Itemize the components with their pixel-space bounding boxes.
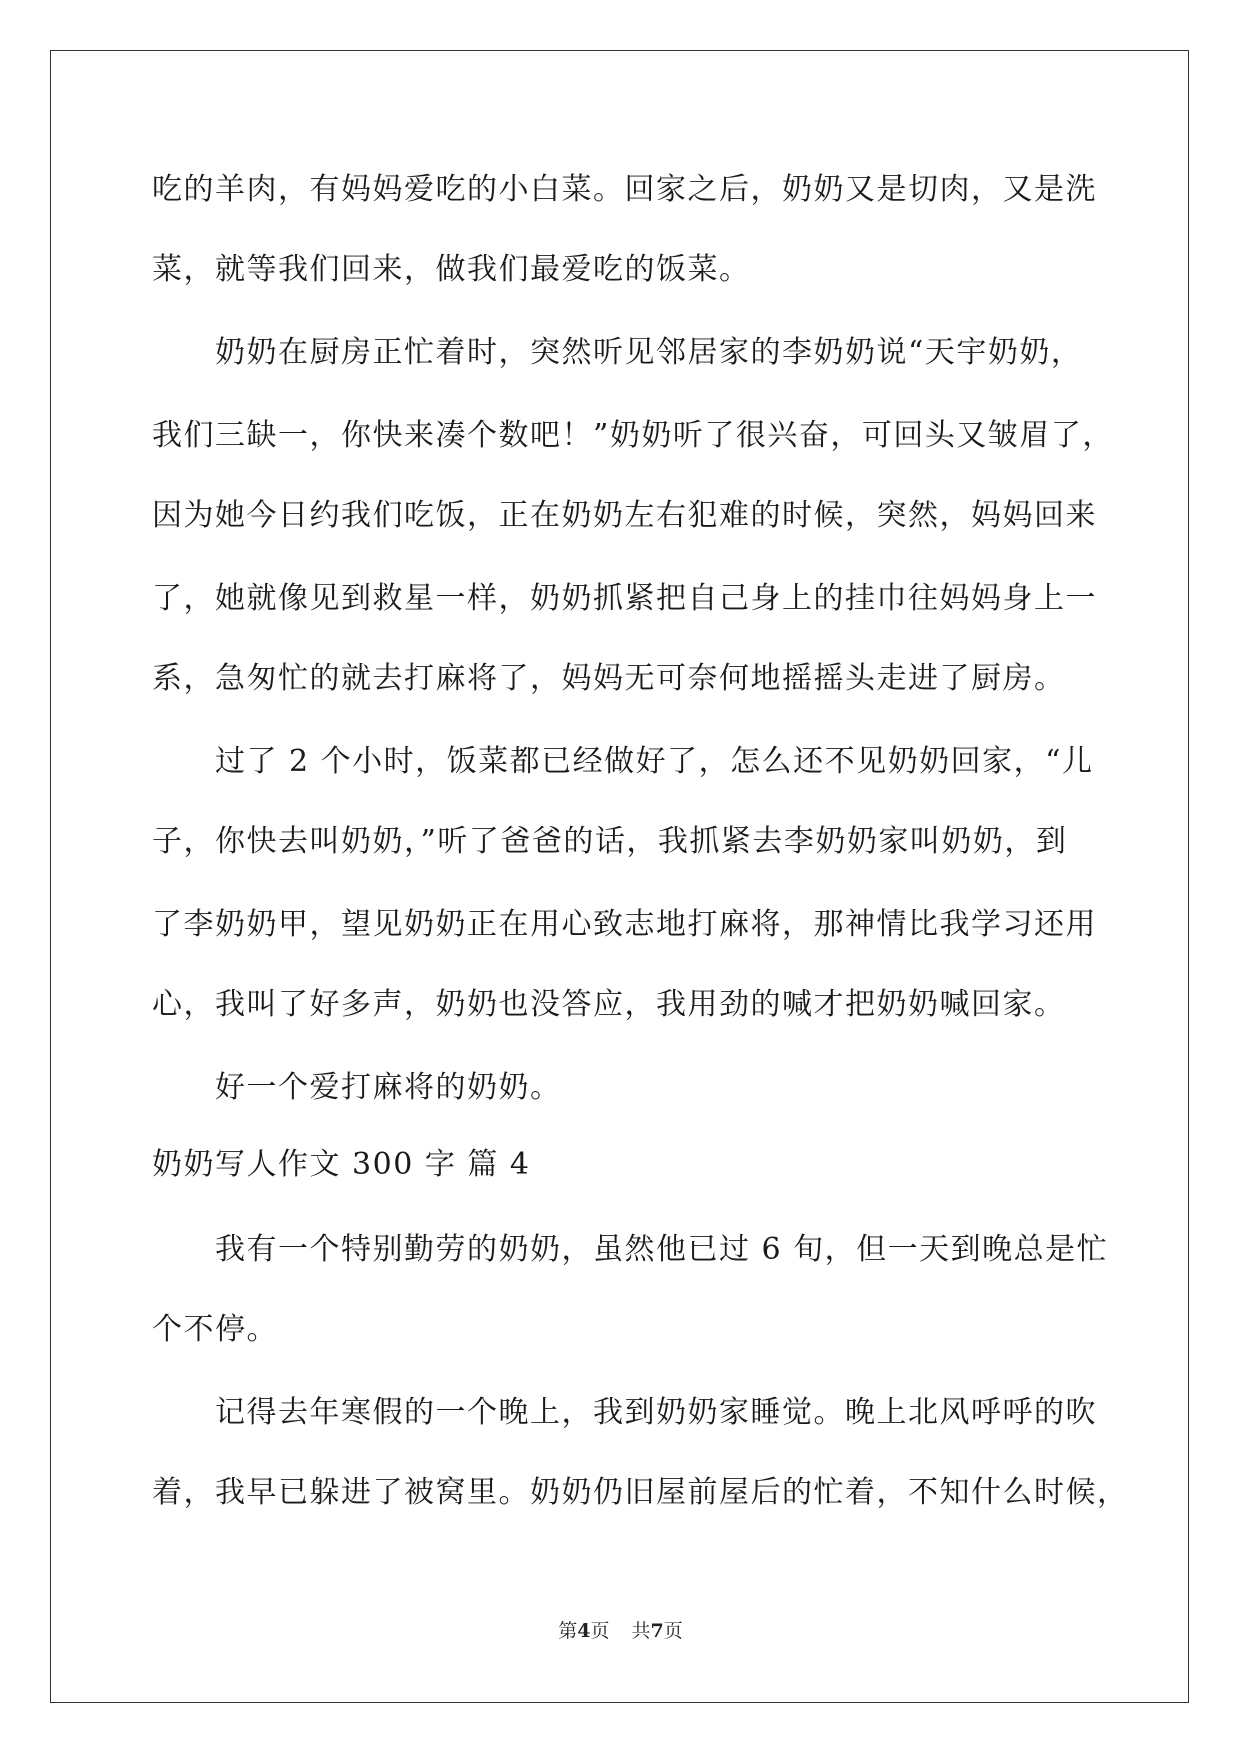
footer-total-prefix: 共 — [631, 1620, 651, 1642]
paragraph-line: 子，你快去叫奶奶，”听了爸爸的话，我抓紧去李奶奶家叫奶奶，到 — [152, 824, 1068, 859]
page-footer — [0, 1618, 1241, 1644]
paragraph-line: 我有一个特别勤劳的奶奶，虽然他已过 6 旬，但一天到晚总是忙 — [152, 1232, 1109, 1267]
total-page-number: 7 — [650, 1620, 664, 1642]
paragraph-line: 奶奶在厨房正忙着时，突然听见邻居家的李奶奶说“天宇奶奶， — [152, 335, 1083, 370]
paragraph-line: 了李奶奶甲，望见奶奶正在用心致志地打麻将，那神情比我学习还用 — [152, 907, 1097, 942]
footer-prefix: 第 — [558, 1620, 578, 1642]
paragraph-line: 个不停。 — [152, 1312, 278, 1347]
paragraph-line: 心，我叫了好多声，奶奶也没答应，我用劲的喊才把奶奶喊回家。 — [152, 987, 1066, 1022]
footer-total-suffix: 页 — [663, 1620, 683, 1642]
current-page-number: 4 — [577, 1620, 591, 1642]
paragraph-line: 了，她就像见到救星一样，奶奶抓紧把自己身上的挂巾往妈妈身上一 — [152, 581, 1097, 616]
paragraph-line: 好一个爱打麻将的奶奶。 — [152, 1070, 562, 1105]
paragraph-line: 我们三缺一，你快来凑个数吧！”奶奶听了很兴奋，可回头又皱眉了， — [152, 418, 1114, 453]
page-border — [50, 50, 1189, 1703]
footer-page-suffix: 页 — [590, 1620, 610, 1642]
paragraph-line: 系，急匆忙的就去打麻将了，妈妈无可奈何地摇摇头走进了厨房。 — [152, 661, 1066, 696]
paragraph-line: 因为她今日约我们吃饭，正在奶奶左右犯难的时候，突然，妈妈回来 — [152, 498, 1097, 533]
paragraph-line: 吃的羊肉，有妈妈爱吃的小白菜。回家之后，奶奶又是切肉，又是洗 — [152, 172, 1097, 207]
paragraph-line: 菜，就等我们回来，做我们最爱吃的饭菜。 — [152, 252, 751, 287]
paragraph-line: 记得去年寒假的一个晚上，我到奶奶家睡觉。晚上北风呼呼的吹 — [152, 1395, 1097, 1430]
paragraph-line: 着，我早已躲进了被窝里。奶奶仍旧屋前屋后的忙着，不知什么时候， — [152, 1475, 1129, 1510]
section-heading: 奶奶写人作文 300 字 篇 4 — [152, 1147, 531, 1182]
paragraph-line: 过了 2 个小时，饭菜都已经做好了，怎么还不见奶奶回家，“儿 — [152, 744, 1094, 779]
